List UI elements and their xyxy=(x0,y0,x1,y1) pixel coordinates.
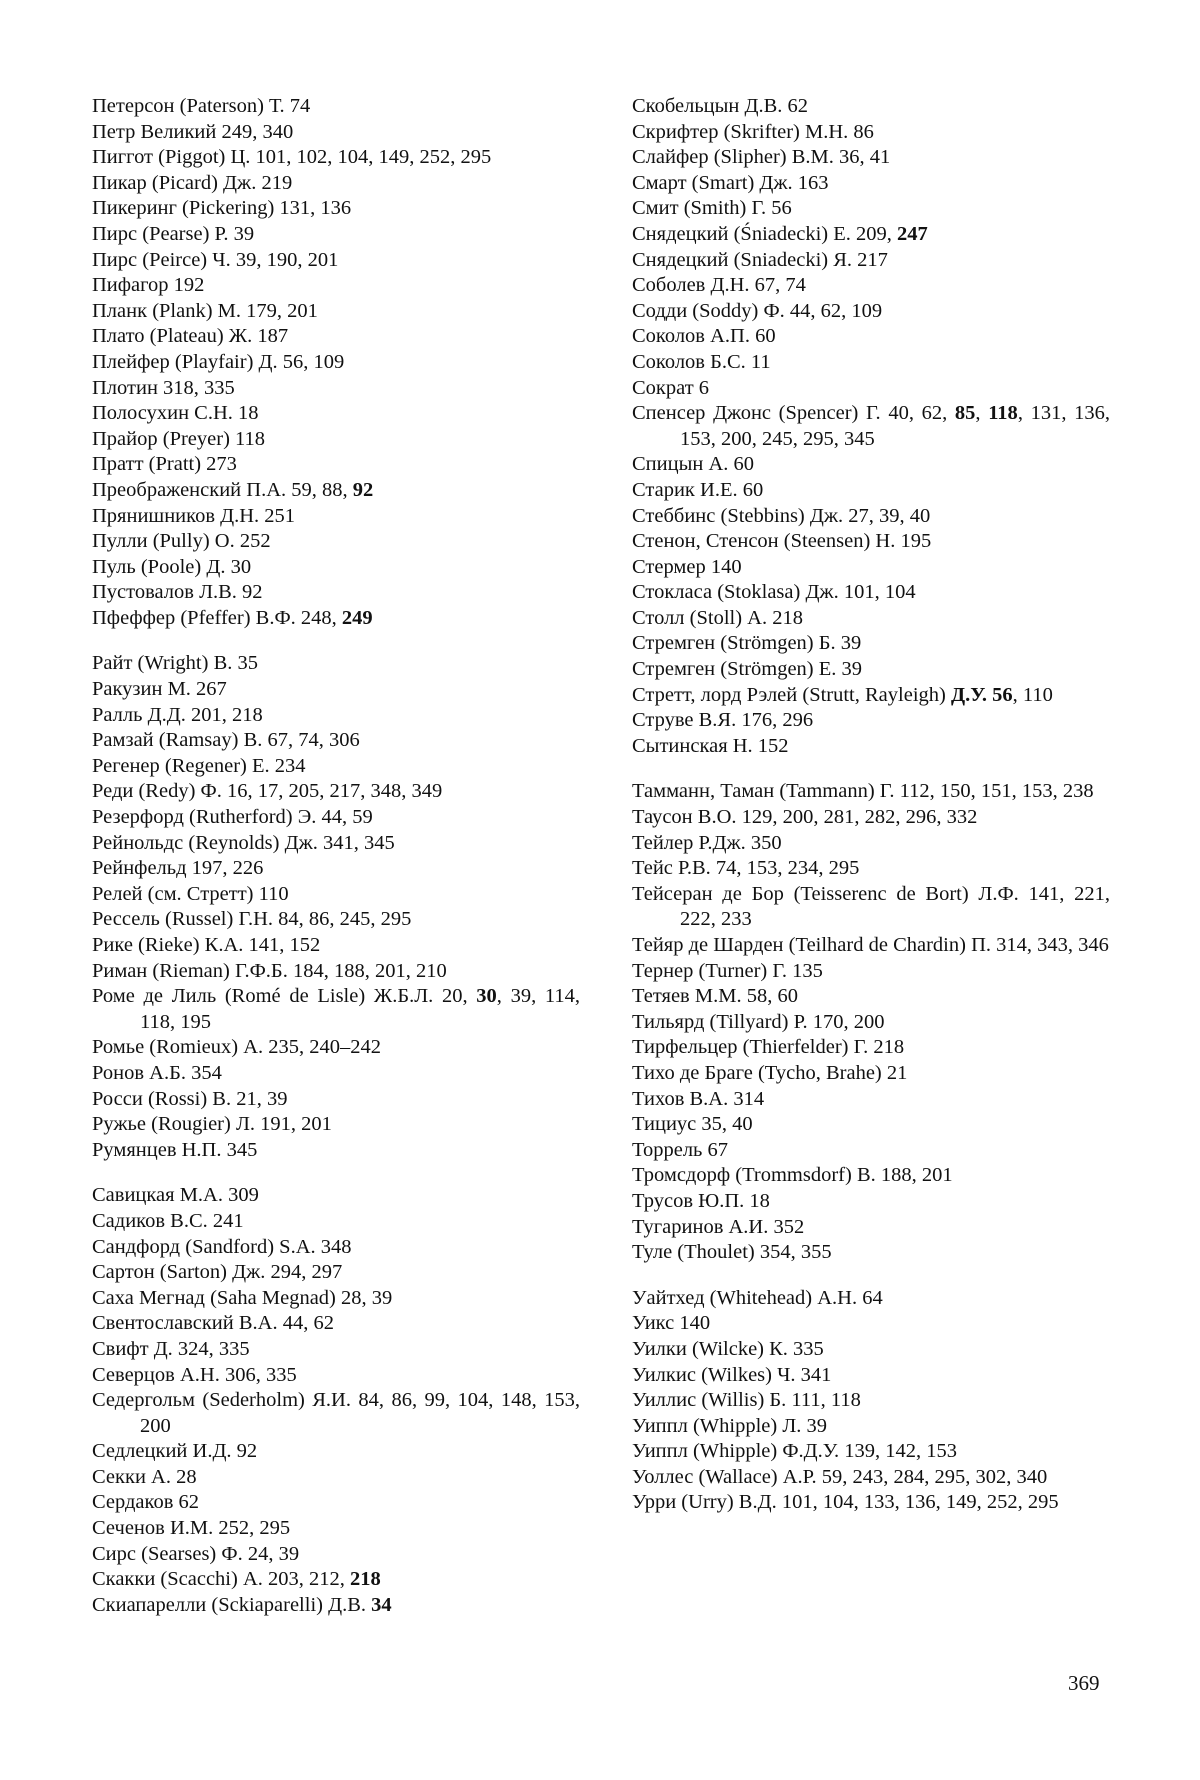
index-entry xyxy=(92,401,580,427)
index-entry xyxy=(632,145,1110,171)
entry-text: Стремген (Strömgen) Е. 39 xyxy=(632,658,863,681)
index-entry xyxy=(632,1189,1110,1215)
entry-text: Уилки (Wilcke) К. 335 xyxy=(632,1337,824,1360)
index-entry xyxy=(632,657,1110,683)
entry-bold-page: 247 xyxy=(897,222,928,245)
entry-text: Ракузин М. 267 xyxy=(92,678,227,701)
entry-text: Тейс Р.В. 74, 153, 234, 295 xyxy=(632,857,860,880)
index-entry xyxy=(632,1010,1110,1036)
entry-text: Смарт (Smart) Дж. 163 xyxy=(632,171,829,194)
entry-text: Ралль Д.Д. 201, 218 xyxy=(92,703,263,726)
entry-text: Планк (Plank) М. 179, 201 xyxy=(92,299,318,322)
index-entry xyxy=(632,805,1110,831)
index-entry xyxy=(632,555,1110,581)
index-entry xyxy=(92,1388,580,1439)
letter-group-gap xyxy=(92,1163,580,1183)
index-entry xyxy=(632,683,1110,709)
entry-text: Северцов А.Н. 306, 335 xyxy=(92,1363,297,1386)
entry-text: Плотин 318, 335 xyxy=(92,376,235,399)
entry-text: Рейнольдс (Reynolds) Дж. 341, 345 xyxy=(92,831,395,854)
entry-text: , xyxy=(975,402,989,425)
index-entry xyxy=(632,1439,1110,1465)
index-entry xyxy=(632,1465,1110,1491)
entry-text: , 39, 114, 118, 195 xyxy=(140,985,580,1033)
index-entry xyxy=(92,1439,580,1465)
entry-text: Соболев Д.Н. 67, 74 xyxy=(632,274,806,297)
index-entry xyxy=(632,933,1110,959)
entry-bold-page: 85 xyxy=(954,402,976,425)
index-entry xyxy=(92,120,580,146)
entry-text: Соколов Б.С. 11 xyxy=(632,350,771,373)
index-entry xyxy=(92,831,580,857)
entry-text: Риман (Rieman) Г.Ф.Б. 184, 188, 201, 210 xyxy=(92,959,447,982)
letter-group-gap xyxy=(92,631,580,651)
index-entry xyxy=(92,376,580,402)
index-entry xyxy=(92,171,580,197)
entry-text: Тамманн, Таман (Tammann) Г. 112, 150, 151, 153, 238 xyxy=(632,780,1094,803)
index-entry xyxy=(632,1490,1110,1516)
index-entry xyxy=(92,1286,580,1312)
entry-text: Слайфер (Slipher) В.М. 36, 41 xyxy=(632,146,891,169)
entry-text: Сартон (Sarton) Дж. 294, 297 xyxy=(92,1261,343,1284)
index-entry xyxy=(92,350,580,376)
index-entry xyxy=(632,1240,1110,1266)
entry-text: Ронов А.Б. 354 xyxy=(92,1061,222,1084)
entry-bold-page: 34 xyxy=(371,1593,392,1616)
entry-text: Сеченов И.М. 252, 295 xyxy=(92,1517,291,1540)
page-number: 369 xyxy=(1068,1671,1100,1695)
index-entry xyxy=(632,1311,1110,1337)
index-entry xyxy=(632,1388,1110,1414)
entry-text: Пфеффер (Pfeffer) В.Ф. 248, xyxy=(92,606,342,629)
entry-text: Стремген (Strömgen) Б. 39 xyxy=(632,632,862,655)
entry-text: Снядецкий (Śniadecki) Е. 209, xyxy=(632,222,897,245)
entry-text: Свентославский В.А. 44, 62 xyxy=(92,1312,334,1335)
entry-text: Тейсеран де Бор (Teisserenc de Bort) Л.Ф. 141, 221, 222, 233 xyxy=(632,882,1110,931)
index-entry xyxy=(92,1567,580,1593)
index-entry xyxy=(92,1235,580,1261)
entry-text: Тейяр де Шарден (Teilhard de Chardin) П. 314, 343, 346 xyxy=(632,934,1109,956)
entry-text: Румянцев Н.П. 345 xyxy=(92,1138,258,1161)
entry-text: Полосухин С.Н. 18 xyxy=(92,402,259,425)
index-entry xyxy=(632,248,1110,274)
entry-text: Урри (Urry) В.Д. 101, 104, 133, 136, 149, 252, 295 xyxy=(632,1491,1059,1514)
entry-text: Скакки (Scacchi) А. 203, 212, xyxy=(92,1568,351,1591)
entry-text: Стокласа (Stoklasa) Дж. 101, 104 xyxy=(632,581,916,604)
entry-text: Прайор (Preyer) 118 xyxy=(92,427,266,450)
entry-text: Реди (Redy) Ф. 16, 17, 205, 217, 348, 349 xyxy=(92,780,443,803)
entry-text: Столл (Stoll) А. 218 xyxy=(632,606,803,629)
entry-text: Тейлер Р.Дж. 350 xyxy=(632,831,782,854)
index-entry xyxy=(632,1112,1110,1138)
entry-text: Скрифтер (Skrifter) М.Н. 86 xyxy=(632,120,874,143)
entry-text: , 110 xyxy=(1012,683,1053,706)
entry-text: Стенон, Стенсон (Steensen) Н. 195 xyxy=(632,530,932,553)
entry-text: Росси (Rossi) В. 21, 39 xyxy=(92,1087,288,1110)
entry-text: Тернер (Turner) Г. 135 xyxy=(632,959,823,982)
entry-text: Преображенский П.А. 59, 88, xyxy=(92,478,353,501)
entry-text: Садиков В.С. 241 xyxy=(92,1209,244,1232)
entry-bold-page: 30 xyxy=(476,985,497,1008)
entry-text: Релей (см. Стретт) 110 xyxy=(92,882,289,905)
index-entry xyxy=(632,1286,1110,1312)
index-entry xyxy=(632,708,1110,734)
entry-text: Рейнфельд 197, 226 xyxy=(92,857,264,880)
index-entry xyxy=(92,427,580,453)
entry-text: Старик И.Е. 60 xyxy=(632,478,764,501)
entry-text: Саха Мегнад (Saha Megnad) 28, 39 xyxy=(92,1286,393,1309)
index-entry xyxy=(632,984,1110,1010)
index-entry xyxy=(632,831,1110,857)
entry-text: Торрель 67 xyxy=(632,1138,729,1161)
index-entry xyxy=(632,478,1110,504)
entry-text: Тихо де Браге (Tycho, Brahe) 21 xyxy=(632,1061,908,1084)
index-entry xyxy=(92,1260,580,1286)
index-entry xyxy=(92,222,580,248)
index-entry xyxy=(632,273,1110,299)
index-entry xyxy=(92,1465,580,1491)
entry-text: Смит (Smith) Г. 56 xyxy=(632,197,792,220)
entry-text: Уиллис (Willis) Б. 111, 118 xyxy=(632,1389,861,1412)
index-entry xyxy=(632,452,1110,478)
entry-text: Седергольм (Sederholm) Я.И. 84, 86, 99, 104, 148, 153, 200 xyxy=(92,1389,580,1437)
index-entry xyxy=(92,529,580,555)
entry-text: Стеббинс (Stebbins) Дж. 27, 39, 40 xyxy=(632,504,931,527)
entry-text: Стермер 140 xyxy=(632,555,742,578)
index-entry xyxy=(92,1516,580,1542)
entry-text: Снядецкий (Sniadecki) Я. 217 xyxy=(632,248,888,271)
entry-text: , 131, 136, 153, 200, 245, 295, 345 xyxy=(680,402,1110,450)
index-entry xyxy=(632,401,1110,452)
index-entry xyxy=(92,1542,580,1568)
entry-text: Седлецкий И.Д. 92 xyxy=(92,1440,258,1463)
index-entry xyxy=(632,529,1110,555)
index-entry xyxy=(632,631,1110,657)
entry-text: Тициус 35, 40 xyxy=(632,1113,753,1136)
entry-bold-page: 249 xyxy=(341,606,373,629)
entry-text: Уиппл (Whipple) Л. 39 xyxy=(632,1414,828,1437)
index-entry xyxy=(92,1209,580,1235)
entry-text: Пирс (Peirce) Ч. 39, 190, 201 xyxy=(92,248,339,271)
index-entry xyxy=(92,580,580,606)
entry-text: Содди (Soddy) Ф. 44, 62, 109 xyxy=(632,299,883,322)
index-entry xyxy=(632,882,1110,933)
entry-text: Рамзай (Ramsay) В. 67, 74, 306 xyxy=(92,729,360,752)
index-entry xyxy=(92,703,580,729)
entry-text: Сирс (Searses) Ф. 24, 39 xyxy=(92,1542,300,1565)
entry-text: Тирфельцер (Thierfelder) Г. 218 xyxy=(632,1036,905,1059)
index-entry xyxy=(92,1490,580,1516)
entry-text: Тихов В.А. 314 xyxy=(632,1087,765,1110)
index-entry xyxy=(92,145,580,171)
index-entry xyxy=(632,1061,1110,1087)
entry-text: Тильярд (Tillyard) Р. 170, 200 xyxy=(632,1010,885,1033)
index-entry xyxy=(632,196,1110,222)
entry-text: Пифагор 192 xyxy=(92,274,205,297)
index-entry xyxy=(632,324,1110,350)
entry-text: Ромье (Romieux) А. 235, 240–242 xyxy=(92,1036,382,1059)
index-entry xyxy=(632,504,1110,530)
entry-text: Пустовалов Л.В. 92 xyxy=(92,581,263,604)
entry-text: Савицкая М.А. 309 xyxy=(92,1184,259,1207)
index-entry xyxy=(92,1035,580,1061)
entry-bold-page: Д.У. 56 xyxy=(950,683,1013,706)
index-entry xyxy=(632,606,1110,632)
entry-text: Пиггот (Piggot) Ц. 101, 102, 104, 149, 252, 295 xyxy=(92,146,492,169)
index-entry xyxy=(92,959,580,985)
entry-text: Спицын А. 60 xyxy=(632,453,755,476)
index-entry xyxy=(632,171,1110,197)
entry-text: Струве В.Я. 176, 296 xyxy=(632,709,814,732)
entry-text: Туле (Thoulet) 354, 355 xyxy=(632,1241,832,1264)
entry-text: Сократ 6 xyxy=(632,376,710,399)
entry-text: Пикар (Picard) Дж. 219 xyxy=(92,171,293,194)
index-entry xyxy=(632,1414,1110,1440)
index-entry xyxy=(92,196,580,222)
entry-text: Пирс (Pearse) Р. 39 xyxy=(92,222,255,245)
index-entry xyxy=(92,984,580,1035)
index-entry xyxy=(92,728,580,754)
index-entry xyxy=(632,350,1110,376)
index-entry xyxy=(92,779,580,805)
index-entry xyxy=(92,1087,580,1113)
entry-text: Прянишников Д.Н. 251 xyxy=(92,504,296,527)
index-entry xyxy=(92,1593,580,1619)
entry-text: Регенер (Regener) Е. 234 xyxy=(92,754,306,777)
index-entry xyxy=(92,452,580,478)
entry-text: Рессель (Russel) Г.Н. 84, 86, 245, 295 xyxy=(92,908,412,931)
index-column-left xyxy=(92,94,580,1618)
index-entry xyxy=(632,734,1110,760)
index-entry xyxy=(92,248,580,274)
index-entry xyxy=(632,1087,1110,1113)
index-entry xyxy=(92,1363,580,1389)
index-entry xyxy=(632,1215,1110,1241)
entry-text: Трусов Ю.П. 18 xyxy=(632,1189,770,1212)
entry-text: Сытинская Н. 152 xyxy=(632,734,789,757)
index-entry xyxy=(92,805,580,831)
entry-text: Скиапарелли (Sckiaparelli) Д.В. xyxy=(92,1593,372,1616)
index-entry xyxy=(92,882,580,908)
index-entry xyxy=(92,1183,580,1209)
entry-text: Уикс 140 xyxy=(632,1312,711,1335)
entry-text: Роме де Лиль (Romé de Lisle) Ж.Б.Л. 20, xyxy=(92,985,477,1008)
entry-text: Пратт (Pratt) 273 xyxy=(92,453,237,476)
entry-text: Стретт, лорд Рэлей (Strutt, Rayleigh) xyxy=(632,683,951,706)
entry-text: Резерфорд (Rutherford) Э. 44, 59 xyxy=(92,806,373,829)
index-entry xyxy=(632,1337,1110,1363)
index-entry xyxy=(632,1363,1110,1389)
index-entry xyxy=(92,677,580,703)
index-entry xyxy=(92,1311,580,1337)
entry-bold-page: 118 xyxy=(988,402,1018,425)
entry-text: Спенсер Джонс (Spencer) Г. 40, 62, xyxy=(632,402,955,425)
letter-group-gap xyxy=(632,1266,1110,1286)
index-entry xyxy=(92,1112,580,1138)
index-entry xyxy=(632,376,1110,402)
entry-text: Ружье (Rougier) Л. 191, 201 xyxy=(92,1113,332,1136)
entry-text: Сердаков 62 xyxy=(92,1491,200,1514)
index-entry xyxy=(632,1035,1110,1061)
entry-text: Таусон В.О. 129, 200, 281, 282, 296, 332 xyxy=(632,806,978,829)
entry-text: Плейфер (Playfair) Д. 56, 109 xyxy=(92,350,345,373)
index-entry xyxy=(632,120,1110,146)
index-entry xyxy=(92,1138,580,1164)
index-entry xyxy=(92,478,580,504)
entry-text: Скобельцын Д.В. 62 xyxy=(632,95,809,117)
entry-text: Свифт Д. 324, 335 xyxy=(92,1337,250,1360)
index-entry xyxy=(632,580,1110,606)
entry-text: Уоллес (Wallace) А.Р. 59, 243, 284, 295, 302, 340 xyxy=(632,1465,1048,1488)
index-entry xyxy=(92,933,580,959)
entry-text: Тетяев М.М. 58, 60 xyxy=(632,985,798,1008)
entry-text: Рике (Rieke) К.А. 141, 152 xyxy=(92,934,321,956)
index-entry xyxy=(632,299,1110,325)
index-entry xyxy=(632,1138,1110,1164)
entry-text: Плато (Plateau) Ж. 187 xyxy=(92,325,289,348)
index-entry xyxy=(92,94,580,120)
index-entry xyxy=(92,754,580,780)
index-entry xyxy=(92,504,580,530)
entry-bold-page: 218 xyxy=(350,1568,381,1591)
index-entry xyxy=(92,324,580,350)
index-entry xyxy=(632,959,1110,985)
index-entry xyxy=(92,856,580,882)
index-entry xyxy=(92,1061,580,1087)
index-entry xyxy=(92,555,580,581)
index-entry xyxy=(92,299,580,325)
index-entry xyxy=(632,1163,1110,1189)
index-column-right xyxy=(632,94,1110,1516)
entry-text: Сандфорд (Sandford) S.A. 348 xyxy=(92,1235,352,1258)
entry-text: Петерсон (Paterson) Т. 74 xyxy=(92,95,311,117)
entry-text: Тугаринов А.И. 352 xyxy=(632,1215,805,1238)
entry-text: Пуль (Poole) Д. 30 xyxy=(92,555,252,578)
entry-text: Петр Великий 249, 340 xyxy=(92,120,294,143)
entry-text: Тромсдорф (Trommsdorf) В. 188, 201 xyxy=(632,1164,953,1187)
entry-text: Уайтхед (Whitehead) А.Н. 64 xyxy=(632,1286,883,1309)
entry-text: Уиппл (Whipple) Ф.Д.У. 139, 142, 153 xyxy=(632,1440,957,1463)
index-entry xyxy=(92,907,580,933)
index-entry xyxy=(92,1337,580,1363)
entry-text: Секки А. 28 xyxy=(92,1465,197,1488)
entry-text: Соколов А.П. 60 xyxy=(632,325,776,348)
entry-text: Пулли (Pully) О. 252 xyxy=(92,530,271,553)
index-entry xyxy=(92,273,580,299)
entry-bold-page: 92 xyxy=(352,478,374,501)
index-entry xyxy=(632,856,1110,882)
entry-text: Уилкис (Wilkes) Ч. 341 xyxy=(632,1363,832,1386)
index-entry xyxy=(92,651,580,677)
index-entry xyxy=(92,606,580,632)
index-entry xyxy=(632,222,1110,248)
entry-text: Пикеринг (Pickering) 131, 136 xyxy=(92,197,352,220)
index-entry xyxy=(632,779,1110,805)
letter-group-gap xyxy=(632,759,1110,779)
entry-text: Райт (Wright) В. 35 xyxy=(92,652,259,675)
index-entry xyxy=(632,94,1110,120)
